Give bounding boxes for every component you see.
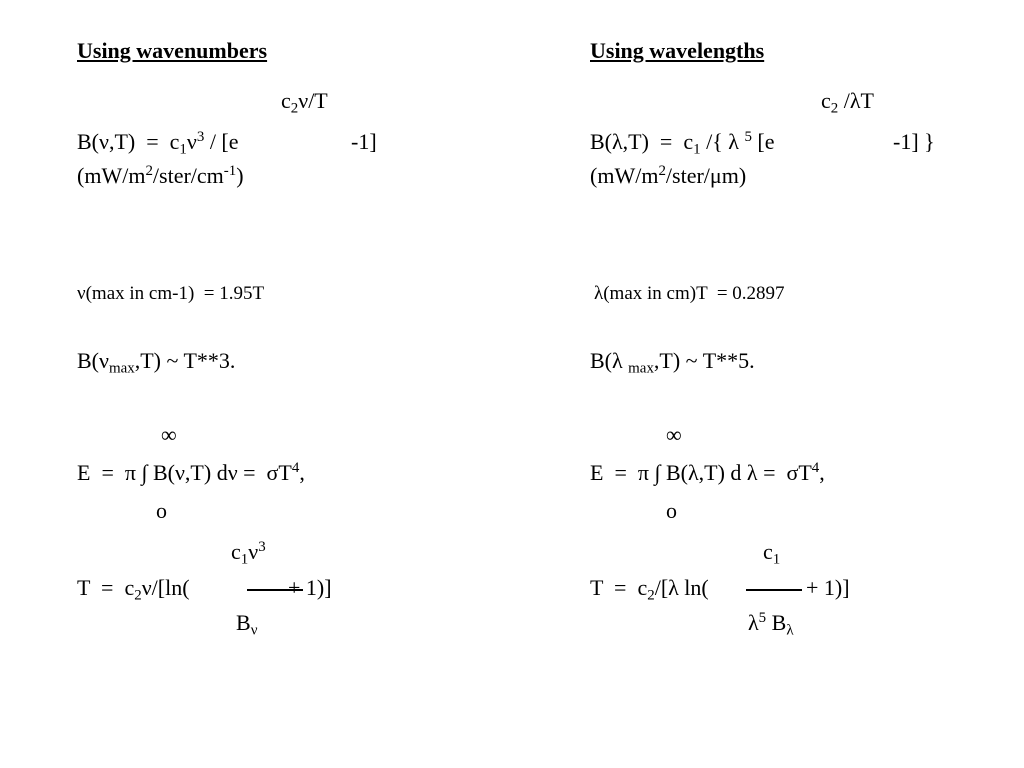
left-lower-limit: o [156,498,167,523]
left-planck-exponent: $c_2\nu/T$ [281,88,328,117]
left-infinity: ∞ [161,422,177,447]
right-planck-function-tail: -1] } [893,129,935,154]
right-fraction-bar [746,589,802,591]
right-infinity: ∞ [666,422,682,447]
right-energy: E = π ∫ B(λ,T) d $\lambda = \sigma T^4$, [590,459,825,485]
left-units: $(mW/m^2/ster/cm^{-1})$ [77,162,244,188]
right-bt-denominator: $\lambda^5$ $B_\lambda$ [748,609,794,639]
left-brightness-temperature: $T = c_2\nu/[\ln$( [77,575,190,604]
right-heading: Using wavelengths [590,38,765,63]
left-planck-function: $B(\nu,T) = c_1\nu^3 / [e$ [77,128,239,158]
right-brightness-temperature: $T = c_2/[\lambda$ ln( [590,575,709,604]
right-planck-function: $B(\lambda,T) = c_1$ /{ λ $^5$ [e [590,128,775,158]
left-bt-denominator: $B_\nu$ [236,610,258,639]
right-bmax: B(λ $_{max}$,T) ~ T**5. [590,348,755,377]
left-bmax: $B(\nu_{max},T)$ ~ T**3. [77,348,236,377]
right-lower-limit: o [666,498,677,523]
left-wien-law: ν(max in cm-1) = 1.95T [77,283,265,304]
right-bt-tail: + 1)] [806,575,850,600]
right-units: $(mW/m^2/ster/\mu m)$ [590,162,747,188]
left-bt-numerator: $c_1\nu^3$ [231,538,266,568]
right-planck-exponent: $c_2$ /λT [821,88,874,117]
right-wien-law: λ(max in cm)T = 0.2897 [594,283,785,304]
right-bt-numerator: $c_1$ [763,539,781,568]
left-heading: Using wavenumbers [77,38,268,63]
left-bt-tail: + 1)] [288,575,332,600]
left-planck-function-tail: -1] [351,129,377,154]
left-energy: E = π ∫ B(ν,T) $d\nu = \sigma T^4$, [77,459,305,485]
